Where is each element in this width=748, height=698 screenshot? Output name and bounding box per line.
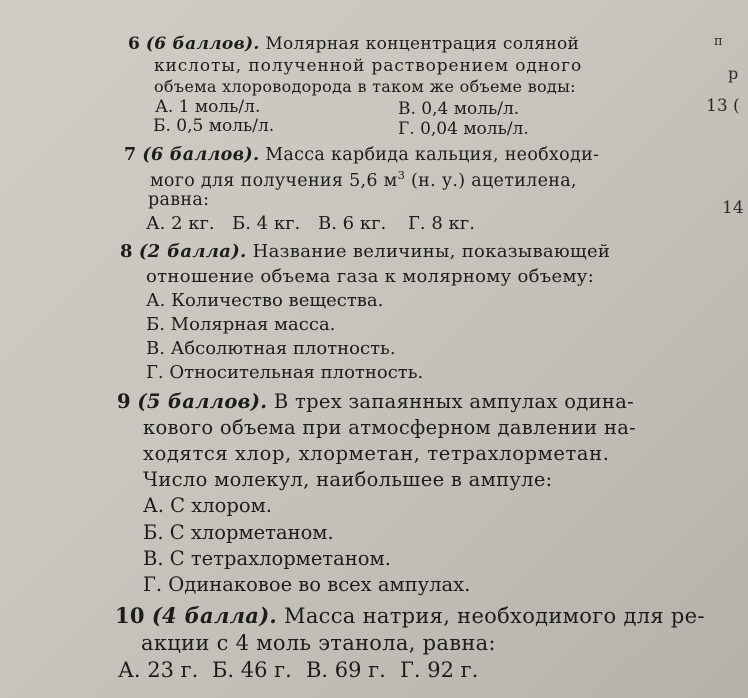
answer-option: Г. 92 г. [400,658,479,682]
question-text: В трех запаянных ампулах одина- [273,390,635,413]
answer-option: Г. 0,04 моль/л. [398,119,529,139]
margin-fragment: р [728,64,739,83]
question-text: объема хлороводорода в таком же объеме воды: [154,77,576,96]
question-number: 9 [117,390,131,413]
superscript: 3 [397,168,406,182]
answer-option: А. 2 кг. [146,213,215,234]
answer-option: А. С хлором. [143,494,272,517]
answer-option: В. Абсолютная плотность. [146,338,396,359]
question-header [117,390,634,413]
question-text: Масса карбида кальция, необходи- [265,145,600,165]
answer-option: А. 1 моль/л. [155,97,261,117]
question-points: (6 баллов). [142,145,260,165]
question-header [124,145,599,165]
answer-option: Б. 0,5 моль/л. [153,116,275,136]
margin-fragment: 14 [722,198,744,218]
question-text-part: (н. у.) ацетилена, [411,170,577,191]
margin-fragment: п [714,34,723,49]
question-text: отношение объема газа к молярному объему: [146,266,595,287]
question-number: 8 [120,241,133,262]
question-number: 6 [128,34,141,54]
answer-option: Г. Одинаковое во всех ампулах. [143,573,471,596]
margin-fragment: 13 ( [706,96,740,116]
question-number: 7 [124,145,137,165]
answer-option: А. Количество вещества. [146,290,384,311]
question-text [150,168,577,191]
question-header [128,34,579,54]
question-points: (6 баллов). [145,34,260,54]
question-text: кислоты, полученной растворением одного [154,56,583,76]
question-text-part: мого для получения 5,6 м [150,170,398,191]
answer-option: Г. Относительная плотность. [146,362,424,383]
question-text: Масса натрия, необходимого для ре- [284,604,705,628]
answer-option: Б. 46 г. [212,658,292,682]
answer-option: В. С тетрахлорметаном. [143,547,391,570]
question-points: (4 балла). [151,603,278,628]
answer-option: Б. С хлорметаном. [143,521,334,544]
question-text: равна: [148,190,210,210]
question-text: акции с 4 моль этанола, равна: [141,631,496,655]
question-number: 10 [115,603,145,628]
answer-option: В. 6 кг. [318,213,387,234]
question-header [115,603,705,628]
question-points: (2 балла). [138,241,247,262]
answer-option: Г. 8 кг. [408,213,475,234]
answer-option: В. 69 г. [306,658,386,682]
question-text: Название величины, показывающей [252,241,611,262]
question-text: кового объема при атмосферном давлении на- [143,416,637,439]
answer-option: А. 23 г. [118,658,199,682]
answer-option: Б. Молярная масса. [146,314,336,335]
answer-option: В. 0,4 моль/л. [398,99,520,119]
question-text: ходятся хлор, хлорметан, тетрахлорметан. [143,442,610,465]
question-text: Число молекул, наибольшее в ампуле: [143,468,553,491]
question-text: Молярная концентрация соляной [265,34,580,54]
answer-option: Б. 4 кг. [232,213,301,234]
question-points: (5 баллов). [137,390,268,413]
question-header [120,241,610,262]
